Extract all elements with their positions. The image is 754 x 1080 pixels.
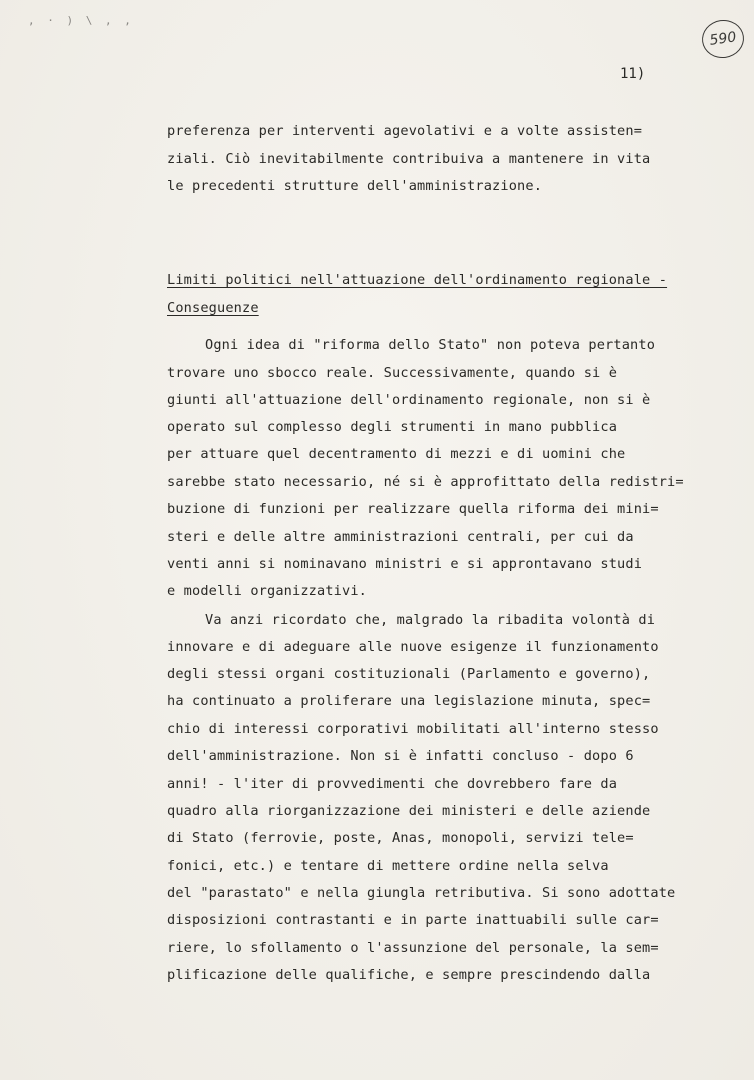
paragraph3-line: degli stessi organi costituzionali (Parlamento e governo), (167, 666, 651, 682)
paragraph2-line: Ogni idea di "riforma dello Stato" non poteva pertanto (205, 337, 656, 353)
page-number: 11) (620, 66, 646, 82)
section-heading-line: Conseguenze (167, 300, 259, 316)
paragraph2-line: venti anni si nominavano ministri e si approntavano studi (167, 556, 643, 572)
paragraph2-line: sarebbe stato necessario, né si è approfittato della redistri= (167, 474, 684, 490)
paragraph2-line: per attuare quel decentramento di mezzi e di uomini che (167, 446, 626, 462)
paragraph3-line: quadro alla riorganizzazione dei ministeri e delle aziende (167, 803, 651, 819)
paragraph2-line: trovare uno sbocco reale. Successivamente, quando si è (167, 365, 618, 381)
paragraph3-line: innovare e di adeguare alle nuove esigenze il funzionamento (167, 639, 659, 655)
paragraph1-line: le precedenti strutture dell'amministrazione. (167, 178, 543, 194)
corner-marks: , · ) \ , ‚ (28, 14, 134, 27)
paragraph3-line: chio di interessi corporativi mobilitati all'interno stesso (167, 721, 659, 737)
paragraph3-line: del "parastato" e nella giungla retributiva. Si sono adottate (167, 885, 676, 901)
paragraph3-line: dell'amministrazione. Non si è infatti concluso - dopo 6 (167, 748, 634, 764)
paragraph2-line: e modelli organizzativi. (167, 583, 368, 599)
paragraph2-line: giunti all'attuazione dell'ordinamento regionale, non si è (167, 392, 651, 408)
paragraph2-line: steri e delle altre amministrazioni centrali, per cui da (167, 529, 634, 545)
paragraph3-line: fonici, etc.) e tentare di mettere ordine nella selva (167, 858, 609, 874)
section-heading-line: Limiti politici nell'attuazione dell'ordinamento regionale - (167, 272, 668, 288)
paragraph3-line: di Stato (ferrovie, poste, Anas, monopoli, servizi tele= (167, 830, 634, 846)
paragraph1-line: ziali. Ciò inevitabilmente contribuiva a mantenere in vita (167, 151, 651, 167)
paragraph3-line: anni! - l'iter di provvedimenti che dovrebbero fare da (167, 776, 618, 792)
paragraph3-line: ha continuato a proliferare una legislazione minuta, spec= (167, 693, 651, 709)
paragraph3-line: plificazione delle qualifiche, e sempre prescindendo dalla (167, 967, 651, 983)
paragraph3-line: riere, lo sfollamento o l'assunzione del personale, la sem= (167, 940, 659, 956)
archive-stamp: 590 (700, 17, 747, 60)
paragraph3-line: Va anzi ricordato che, malgrado la ribadita volontà di (205, 612, 656, 628)
paragraph3-line: disposizioni contrastanti e in parte inattuabili sulle car= (167, 912, 659, 928)
paragraph2-line: operato sul complesso degli strumenti in mano pubblica (167, 419, 618, 435)
paragraph1-line: preferenza per interventi agevolativi e a volte assisten= (167, 123, 643, 139)
paragraph2-line: buzione di funzioni per realizzare quella riforma dei mini= (167, 501, 659, 517)
